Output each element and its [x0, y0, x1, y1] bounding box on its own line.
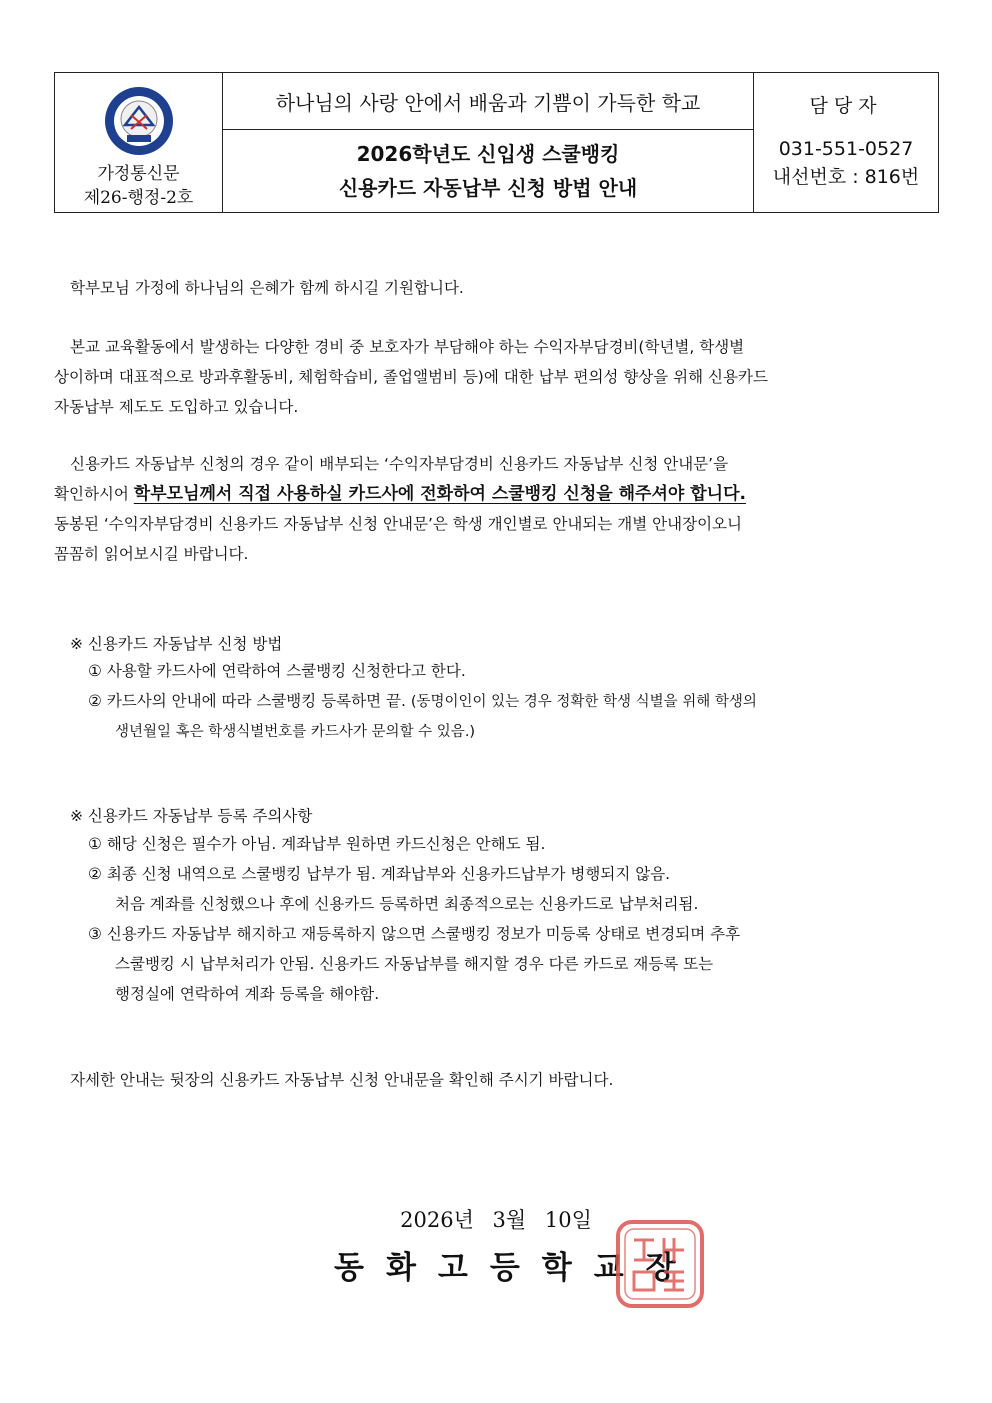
caution-item-3-line2: 스쿨뱅킹 시 납부처리가 안됨. 신용카드 자동납부를 해지할 경우 다른 카드로 재등록 또는	[115, 955, 714, 973]
issue-date: 2026년 3월 10일	[400, 1208, 592, 1232]
closing-paragraph	[54, 1065, 944, 1095]
contact-extension: 내선번호 : 816번	[772, 166, 920, 188]
caution-list	[88, 829, 928, 1009]
method-item-2-main: ② 카드사의 안내에 따라 스쿨뱅킹 등록하면 끝.	[88, 692, 411, 710]
application-line2	[54, 479, 944, 509]
application-line1: 신용카드 자동납부 신청의 경우 같이 배부되는 ‘수익자부담경비 신용카드 자동납부 신청 안내문’을	[70, 455, 729, 473]
document-title-line1: 2026학년도 신입생 스쿨뱅킹	[356, 142, 620, 166]
header-contact-cell	[754, 73, 938, 212]
header-logo-cell	[55, 73, 223, 212]
intro-paragraph	[54, 332, 944, 422]
contact-phone: 031-551-0527	[778, 138, 914, 160]
caution-item-1: ① 해당 신청은 필수가 아님. 계좌납부 원하면 카드신청은 안해도 됨.	[88, 835, 546, 853]
intro-line1: 본교 교육활동에서 발생하는 다양한 경비 중 보호자가 부담해야 하는 수익자부담경비(학년별, 학생별	[70, 338, 745, 356]
closing-text: 자세한 안내는 뒷장의 신용카드 자동납부 신청 안내문을 확인해 주시기 바랍니다.	[70, 1071, 614, 1089]
application-line4: 꼼꼼히 읽어보시길 바랍니다.	[54, 545, 249, 563]
intro-line3: 자동납부 제도도 도입하고 있습니다.	[54, 398, 299, 416]
school-motto: 하나님의 사랑 안에서 배움과 기쁨이 가득한 학교	[223, 73, 753, 130]
school-logo	[103, 85, 175, 157]
newsletter-number: 제26-행정-2호	[83, 188, 194, 208]
application-line2-prefix: 확인하시어	[54, 485, 134, 503]
application-paragraph	[54, 449, 944, 569]
official-seal-stamp	[612, 1216, 708, 1312]
header-table	[54, 72, 939, 213]
caution-item-2-line1: ② 최종 신청 내역으로 스쿨뱅킹 납부가 됨. 계좌납부와 신용카드납부가 병행되지 않음.	[88, 865, 671, 883]
method-item-1: ① 사용할 카드사에 연락하여 스쿨뱅킹 신청한다고 한다.	[88, 662, 466, 680]
caution-item-3-line3: 행정실에 연락하여 계좌 등록을 해야함.	[115, 985, 380, 1003]
method-item-2-note: (동명이인이 있는 경우 정확한 학생 식별을 위해 학생의	[410, 694, 757, 710]
intro-line2: 상이하며 대표적으로 방과후활동비, 체험학습비, 졸업앨범비 등)에 대한 납부 편의성 향상을 위해 신용카드	[54, 368, 768, 386]
method-item-2-continued: 생년월일 혹은 학생식별번호를 카드사가 문의할 수 있음.)	[115, 724, 476, 740]
method-list	[88, 656, 928, 747]
method-item-2	[88, 686, 928, 717]
caution-heading: ※ 신용카드 자동납부 등록 주의사항	[70, 807, 313, 825]
greeting-paragraph	[54, 273, 944, 303]
application-emphasis: 학부모님께서 직접 사용하실 카드사에 전화하여 스쿨뱅킹 신청을 해주셔야 합니다.	[133, 484, 746, 504]
application-line3: 동봉된 ‘수익자부담경비 신용카드 자동납부 신청 안내문’은 학생 개인별로 안내되는 개별 안내장이오니	[54, 515, 742, 533]
caution-item-2-line2: 처음 계좌를 신청했으나 후에 신용카드 등록하면 최종적으로는 신용카드로 납부처리됨.	[115, 895, 699, 913]
header-title-cell	[223, 73, 754, 212]
contact-label: 담당자	[809, 95, 883, 117]
document-title-line2: 신용카드 자동납부 신청 방법 안내	[338, 176, 638, 200]
greeting: 학부모님 가정에 하나님의 은혜가 함께 하시길 기원합니다.	[70, 279, 464, 297]
principal-name: 동화고등학교장	[334, 1250, 698, 1286]
method-heading: ※ 신용카드 자동납부 신청 방법	[70, 635, 283, 653]
caution-item-3-line1: ③ 신용카드 자동납부 해지하고 재등록하지 않으면 스쿨뱅킹 정보가 미등록 상태로 변경되며 추후	[88, 925, 741, 943]
newsletter-label: 가정통신문	[97, 164, 180, 184]
